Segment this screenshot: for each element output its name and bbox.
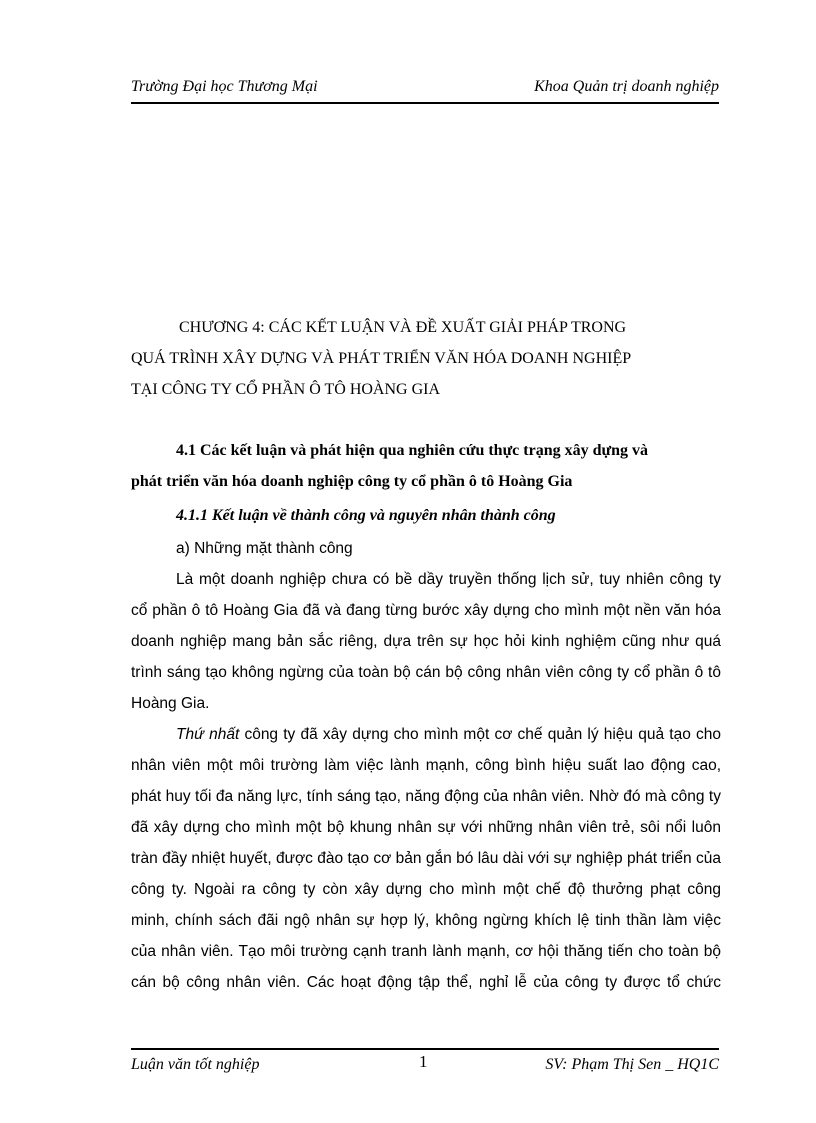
chapter-title	[131, 312, 731, 405]
section-heading-4-1-line-1: 4.1 Các kết luận và phát hiện qua nghiên cứu thực trạng xây dựng và	[176, 442, 648, 459]
chapter-title-line-2: QUÁ TRÌNH XÂY DỰNG VÀ PHÁT TRIỂN VĂN HÓA DOANH NGHIỆP	[131, 350, 632, 367]
paragraph-2-line: công ty. Ngoài ra công ty còn xây dựng cho mình một chế độ thưởng phạt công	[131, 881, 721, 898]
paragraph-1-line: trình sáng tạo không ngừng của toàn bộ cán bộ công nhân viên công ty cổ phần ô tô	[131, 664, 721, 681]
paragraph-2-line: minh, chính sách đãi ngộ nhân sự hợp lý, không ngừng khích lệ tinh thần làm việc	[131, 912, 721, 929]
chapter-title-line-1: CHƯƠNG 4: CÁC KẾT LUẬN VÀ ĐỀ XUẤT GIẢI PHÁP TRONG	[179, 319, 627, 336]
paragraph-2-line: nhân viên một môi trường làm việc lành mạnh, công bình hiệu suất lao động cao,	[131, 757, 721, 774]
paragraph-1-line: cổ phần ô tô Hoàng Gia đã và đang từng bước xây dựng cho mình một nền văn hóa	[131, 602, 721, 619]
body-text	[131, 533, 721, 998]
paragraph-2-line: phát huy tối đa năng lực, tính sáng tạo, năng động của nhân viên. Nhờ đó mà công ty	[131, 788, 721, 805]
section-heading-4-1-1: 4.1.1 Kết luận về thành công và nguyên nhân thành công	[176, 507, 556, 524]
header-faculty: Khoa Quản trị doanh nghiệp	[534, 78, 719, 95]
paragraph-1-line: Là một doanh nghiệp chưa có bề dầy truyền thống lịch sử, tuy nhiên công ty	[176, 571, 721, 588]
footer-student: SV: Phạm Thị Sen _ HQ1C	[545, 1056, 719, 1073]
footer-thesis-label: Luận văn tốt nghiệp	[131, 1056, 260, 1073]
paragraph-2-first-line	[131, 719, 721, 750]
item-a-heading: a) Những mặt thành công	[176, 540, 353, 557]
paragraph-2-line: công ty đã xây dựng cho mình một cơ chế quản lý hiệu quả tạo cho	[239, 726, 721, 743]
chapter-title-line-3: TẠI CÔNG TY CỔ PHẦN Ô TÔ HOÀNG GIA	[131, 381, 441, 398]
paragraph-2-lead: Thứ nhất	[176, 726, 240, 743]
paragraph-2-line: tràn đầy nhiệt huyết, được đào tạo cơ bản gắn bó lâu dài với sự nghiệp phát triển của	[131, 850, 721, 867]
paragraph-1-line: Hoàng Gia.	[131, 695, 210, 712]
section-heading-4-1-line-2: phát triển văn hóa doanh nghiệp công ty cổ phần ô tô Hoàng Gia	[131, 473, 573, 490]
section-heading-4-1	[131, 435, 719, 497]
page-footer	[131, 1048, 719, 1080]
header-university: Trường Đại học Thương Mại	[131, 78, 318, 95]
page-header	[131, 76, 719, 104]
paragraph-2-line: cán bộ công nhân viên. Các hoạt động tập thể, nghỉ lễ của công ty được tổ chức	[131, 974, 721, 991]
paragraph-2-line: của nhân viên. Tạo môi trường cạnh tranh lành mạnh, cơ hội thăng tiến cho toàn bộ	[131, 943, 721, 960]
paragraph-1-line: doanh nghiệp mang bản sắc riêng, dựa trên sự học hỏi kinh nghiệm cũng như quá	[131, 633, 721, 650]
paragraph-2-line: đã xây dựng cho mình một bộ khung nhân sự với những nhân viên trẻ, sôi nổi luôn	[131, 819, 721, 836]
page-number: 1	[419, 1052, 428, 1071]
